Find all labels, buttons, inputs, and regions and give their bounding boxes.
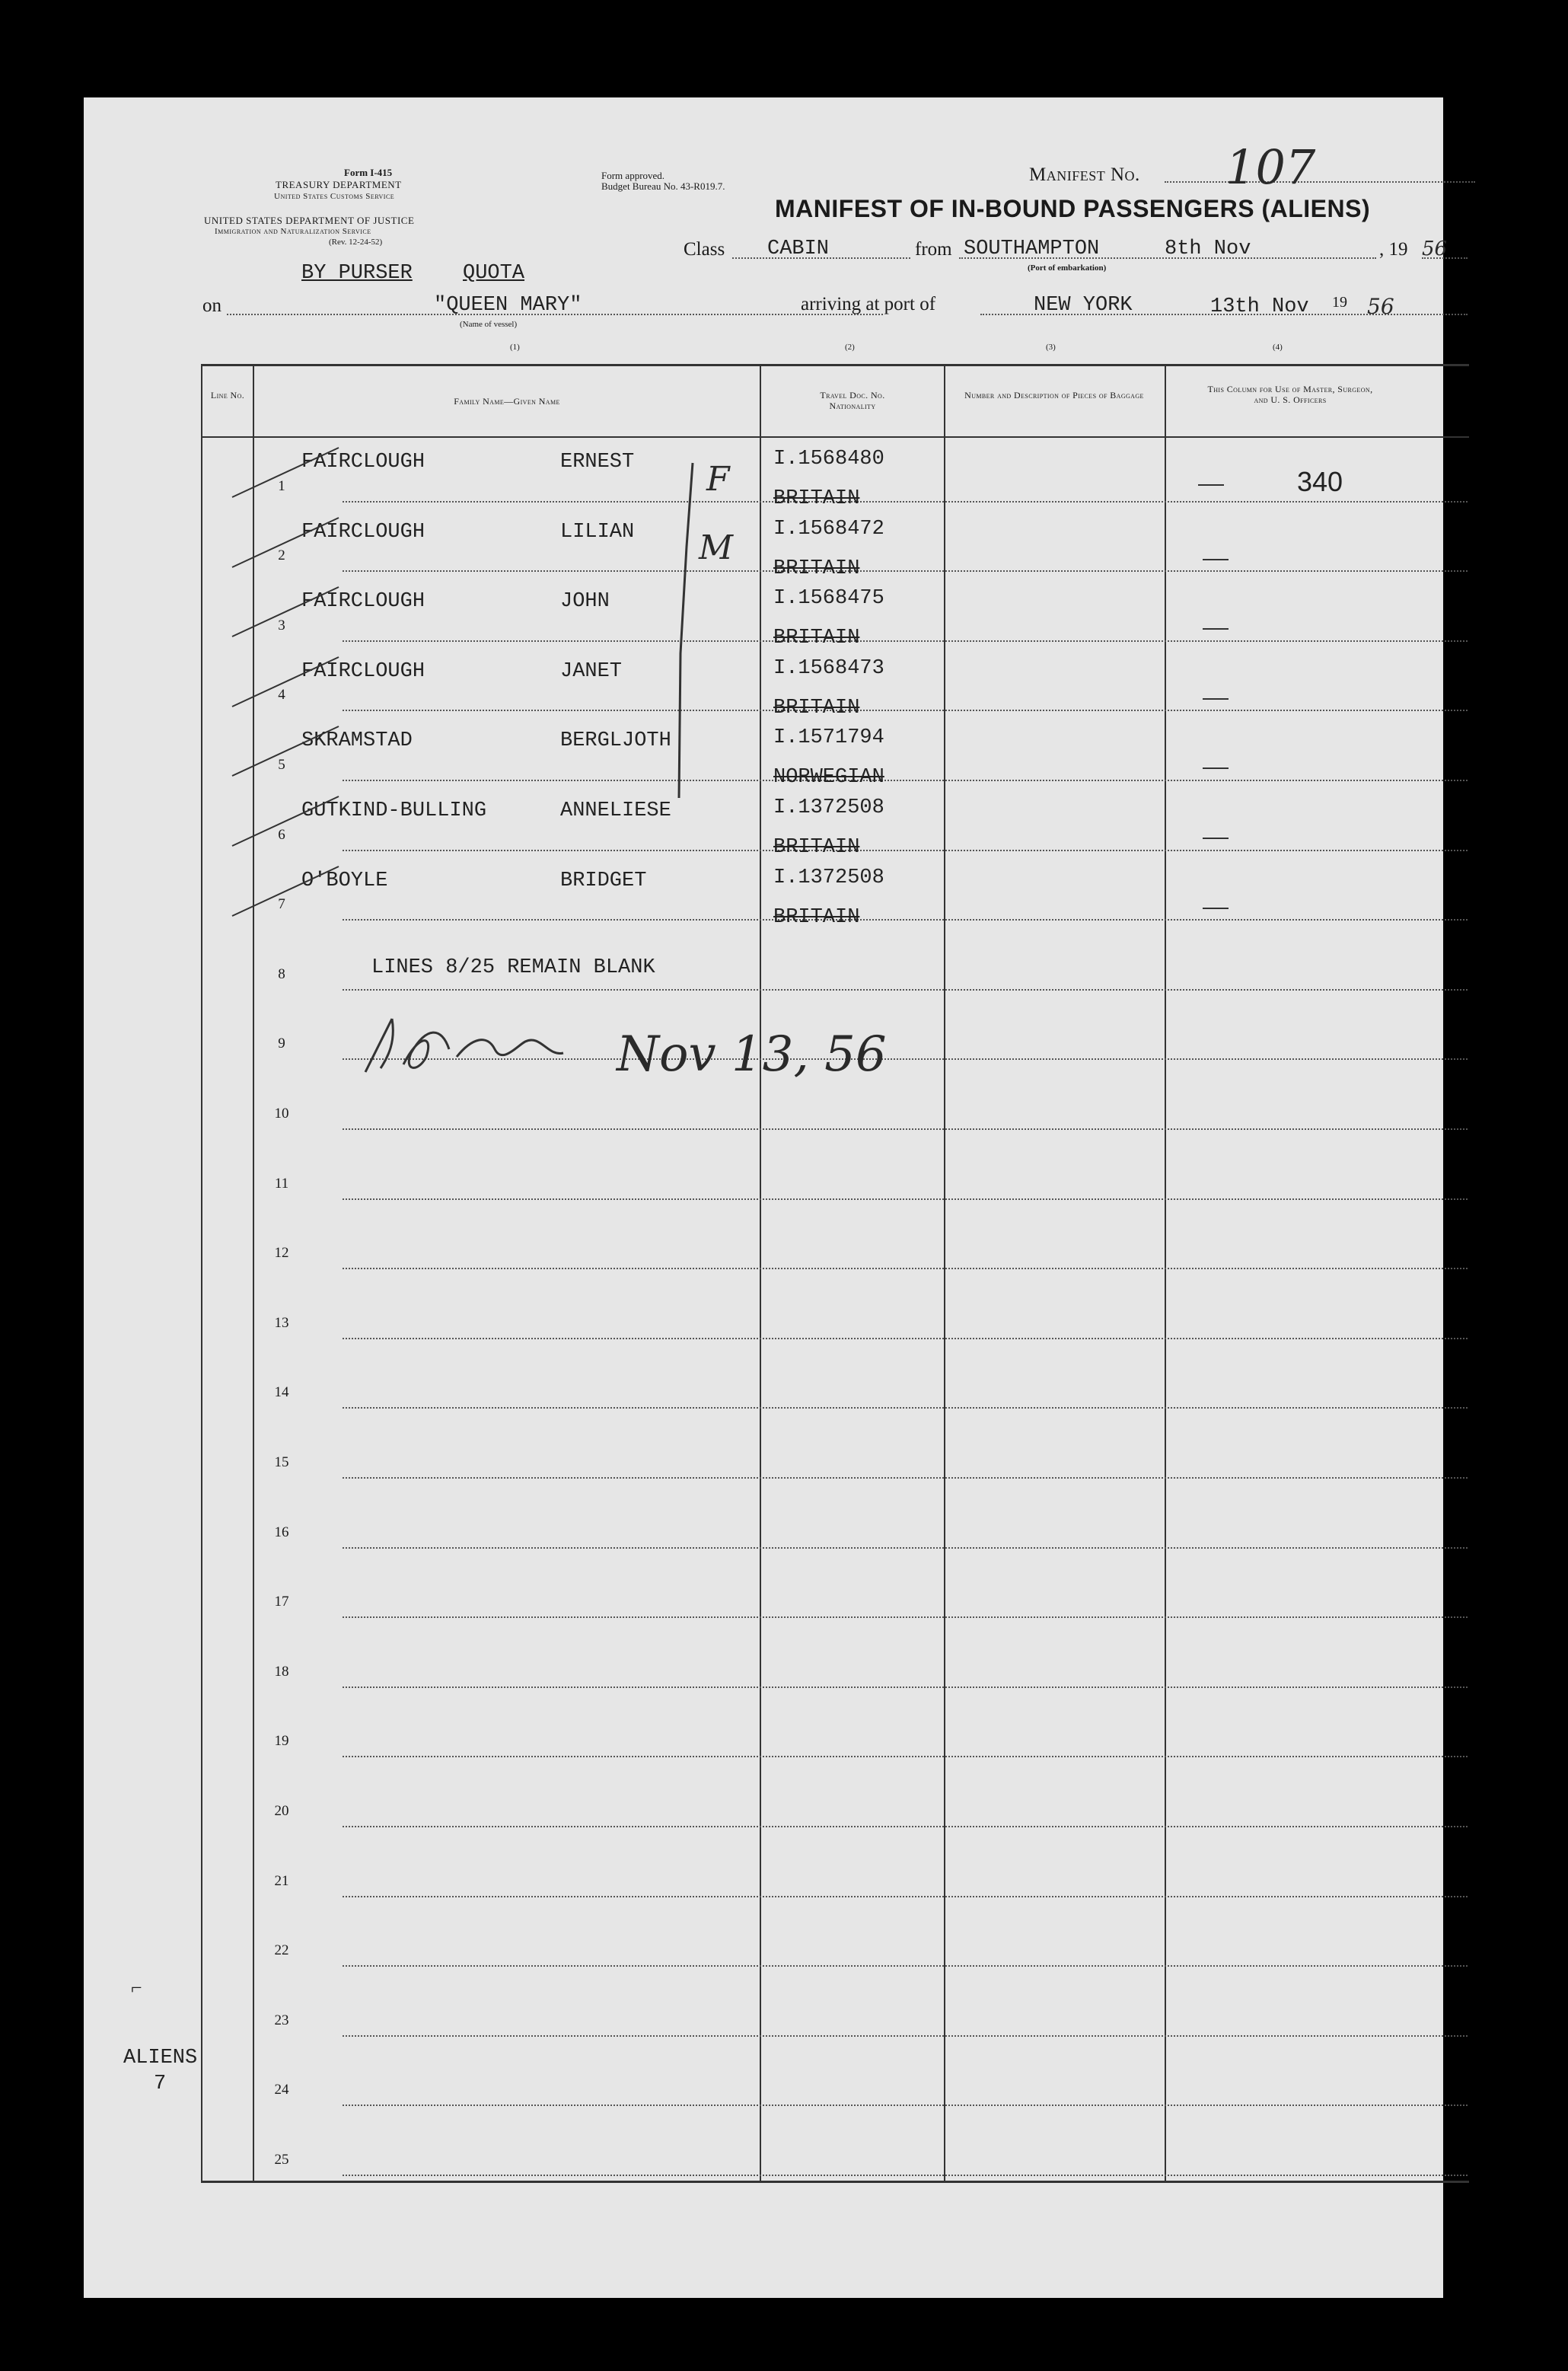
nationality: BRITAIN (773, 487, 860, 510)
row-rule (343, 1477, 1468, 1479)
row-rule (343, 850, 1468, 851)
nationality: BRITAIN (773, 696, 860, 720)
arrival-year: 56 (1367, 294, 1394, 319)
column-number-3: (3) (1046, 343, 1056, 352)
line-number: 19 (274, 1733, 289, 1750)
row-rule (343, 1965, 1468, 1967)
table-header-border (201, 436, 1469, 438)
given-name: BRIDGET (560, 869, 647, 892)
manifest-number-label: Manifest No. (1029, 164, 1140, 185)
line-number: 24 (274, 2082, 289, 2098)
family-name: FAIRCLOUGH (301, 451, 425, 474)
column-number-2: (2) (845, 343, 855, 352)
officers-header: This Column for Use of Master, Surgeon, and U. S. Officers (1207, 384, 1373, 405)
form-number: Form I-415 (344, 167, 393, 178)
officer-entry: 340 (1297, 466, 1343, 497)
immigration-service: Immigration and Naturalization Service (215, 227, 371, 236)
officer-check-mark (1198, 484, 1224, 486)
margin-mark-footer: ⌐ (131, 1977, 142, 1999)
travel-doc-header: Travel Doc. No. Nationality (820, 390, 885, 411)
family-name: FAIRCLOUGH (301, 520, 425, 544)
row-rule (343, 710, 1468, 711)
row-rule (343, 2175, 1468, 2176)
line-number-header: Line No. (210, 390, 245, 400)
embarkation-year: 56 (1422, 238, 1448, 260)
nationality: NORWEGIAN (773, 766, 884, 790)
row-rule (343, 1547, 1468, 1549)
given-name: LILIAN (560, 520, 635, 544)
table-left-border (201, 364, 202, 2182)
row-rule (343, 570, 1468, 572)
embarkation-date: 8th Nov (1165, 238, 1251, 260)
line-check-slash (228, 859, 343, 920)
line-check-slash (228, 719, 343, 780)
margin-mark-f: F (706, 460, 730, 499)
row-rule (343, 1756, 1468, 1757)
family-name: GUTKIND-BULLING (301, 799, 487, 822)
line-number: 12 (274, 1245, 289, 1262)
line-number: 22 (274, 1942, 289, 1959)
manifest-number: 107 (1225, 139, 1316, 195)
row-rule (343, 2105, 1468, 2106)
officer-check-mark (1203, 767, 1229, 769)
line-number: 15 (274, 1454, 289, 1470)
customs-service: United States Customs Service (274, 192, 395, 201)
line-check-slash (228, 789, 343, 850)
nationality: BRITAIN (773, 627, 860, 650)
manifest-sheet (84, 97, 1448, 2298)
row-rule (343, 780, 1468, 781)
line-number: 13 (274, 1314, 289, 1331)
baggage-header: Number and Description of Pieces of Baggage (964, 390, 1144, 400)
officer-check-mark (1203, 628, 1229, 630)
row-rule (343, 1128, 1468, 1130)
line-number: 23 (274, 2012, 289, 2028)
nationality: BRITAIN (773, 836, 860, 859)
embarkation-note: (Port of embarkation) (1028, 263, 1107, 273)
given-name: ANNELIESE (560, 799, 671, 822)
row-rule (343, 1338, 1468, 1339)
justice-department: UNITED STATES DEPARTMENT OF JUSTICE (204, 215, 415, 226)
line-number: 20 (274, 1803, 289, 1819)
family-name: SKRAMSTAD (301, 729, 413, 753)
arrival-year-prefix: 19 (1332, 294, 1347, 311)
row-rule (343, 1407, 1468, 1409)
line-check-slash (228, 440, 343, 501)
vessel-note: (Name of vessel) (460, 320, 518, 329)
name-column-divider (760, 364, 761, 2182)
travel-doc-number: I.1568480 (773, 448, 884, 471)
class-label: Class (684, 239, 725, 260)
travel-column-divider (944, 364, 945, 2182)
travel-doc-number: I.1372508 (773, 866, 884, 889)
given-name: ERNEST (560, 451, 635, 474)
arrival-date: 13th Nov (1210, 295, 1309, 318)
year-prefix: , 19 (1379, 239, 1408, 260)
line-number: 16 (274, 1524, 289, 1540)
family-name: FAIRCLOUGH (301, 590, 425, 614)
line-number: 17 (274, 1594, 289, 1610)
quota: QUOTA (463, 262, 525, 285)
row-rule (343, 1268, 1468, 1269)
embarkation-port: SOUTHAMPTON (964, 238, 1100, 260)
given-name: JANET (560, 659, 623, 683)
family-name: O'BOYLE (301, 869, 388, 892)
form-approved: Form approved. (601, 170, 665, 181)
margin-mark-m: M (699, 528, 734, 567)
line-number: 6 (278, 826, 285, 843)
line-number: 4 (278, 687, 285, 704)
budget-bureau: Budget Bureau No. 43-R019.7. (601, 180, 725, 192)
line-number: 11 (274, 1175, 289, 1192)
row-rule (343, 640, 1468, 642)
line-number: 2 (278, 547, 285, 564)
signature-date: Nov 13, 56 (617, 1026, 887, 1083)
travel-doc-number: I.1571794 (773, 726, 884, 750)
by-purser: BY PURSER (301, 262, 413, 285)
given-name: JOHN (560, 590, 610, 614)
arriving-label: arriving at port of (801, 294, 936, 314)
travel-doc-number: I.1568472 (773, 517, 884, 541)
name-header: Family Name—Given Name (454, 396, 560, 407)
document-title: MANIFEST OF IN-BOUND PASSENGERS (ALIENS) (775, 195, 1371, 222)
year-line (1422, 257, 1468, 259)
family-bracket (670, 455, 715, 806)
column-number-1: (1) (510, 343, 520, 352)
row-rule (343, 1896, 1468, 1897)
row-rule (343, 501, 1468, 503)
line-number: 25 (274, 2152, 289, 2168)
manifest-number-line (1165, 181, 1475, 183)
treasury-department: TREASURY DEPARTMENT (276, 179, 402, 190)
officer-check-mark (1203, 559, 1229, 560)
row-rule (343, 1826, 1468, 1827)
row-rule (343, 1687, 1468, 1688)
column-number-4: (4) (1273, 343, 1283, 352)
given-name: BERGLJOTH (560, 729, 671, 753)
travel-doc-number: I.1568473 (773, 656, 884, 680)
officer-check-mark (1203, 908, 1229, 909)
aliens-count: 7 (154, 2073, 167, 2095)
row-rule (343, 1198, 1468, 1200)
line-number: 5 (278, 757, 285, 773)
line-number: 3 (278, 617, 285, 633)
row-rule (343, 2035, 1468, 2037)
row-rule (343, 989, 1468, 991)
line-number: 18 (274, 1663, 289, 1680)
line-number: 8 (278, 965, 285, 982)
from-label: from (915, 239, 952, 260)
remain-blank-note: LINES 8/25 REMAIN BLANK (371, 956, 655, 979)
arrival-port: NEW YORK (1034, 294, 1133, 317)
revision-date: (Rev. 12-24-52) (329, 238, 383, 247)
baggage-column-divider (1165, 364, 1166, 2182)
line-number: 7 (278, 896, 285, 913)
row-rule (343, 1616, 1468, 1618)
line-check-slash (228, 649, 343, 710)
vessel-name: "QUEEN MARY" (434, 294, 582, 317)
nationality: BRITAIN (773, 557, 860, 580)
class-value: CABIN (767, 238, 830, 260)
line-check-slash (228, 579, 343, 640)
line-number: 1 (278, 477, 285, 494)
aliens-label: ALIENS (123, 2047, 198, 2069)
family-name: FAIRCLOUGH (301, 659, 425, 683)
nationality: BRITAIN (773, 905, 860, 929)
officer-check-mark (1203, 698, 1229, 700)
line-number: 9 (278, 1036, 285, 1052)
line-check-slash (228, 510, 343, 571)
row-rule (343, 919, 1468, 921)
line-number: 14 (274, 1384, 289, 1401)
line-number: 21 (274, 1872, 289, 1889)
table-top-border (201, 364, 1469, 366)
on-label: on (202, 295, 221, 316)
travel-doc-number: I.1372508 (773, 796, 884, 819)
table-bottom-border (201, 2181, 1469, 2183)
line-number: 10 (274, 1106, 289, 1122)
officer-check-mark (1203, 838, 1229, 839)
travel-doc-number: I.1568475 (773, 587, 884, 611)
